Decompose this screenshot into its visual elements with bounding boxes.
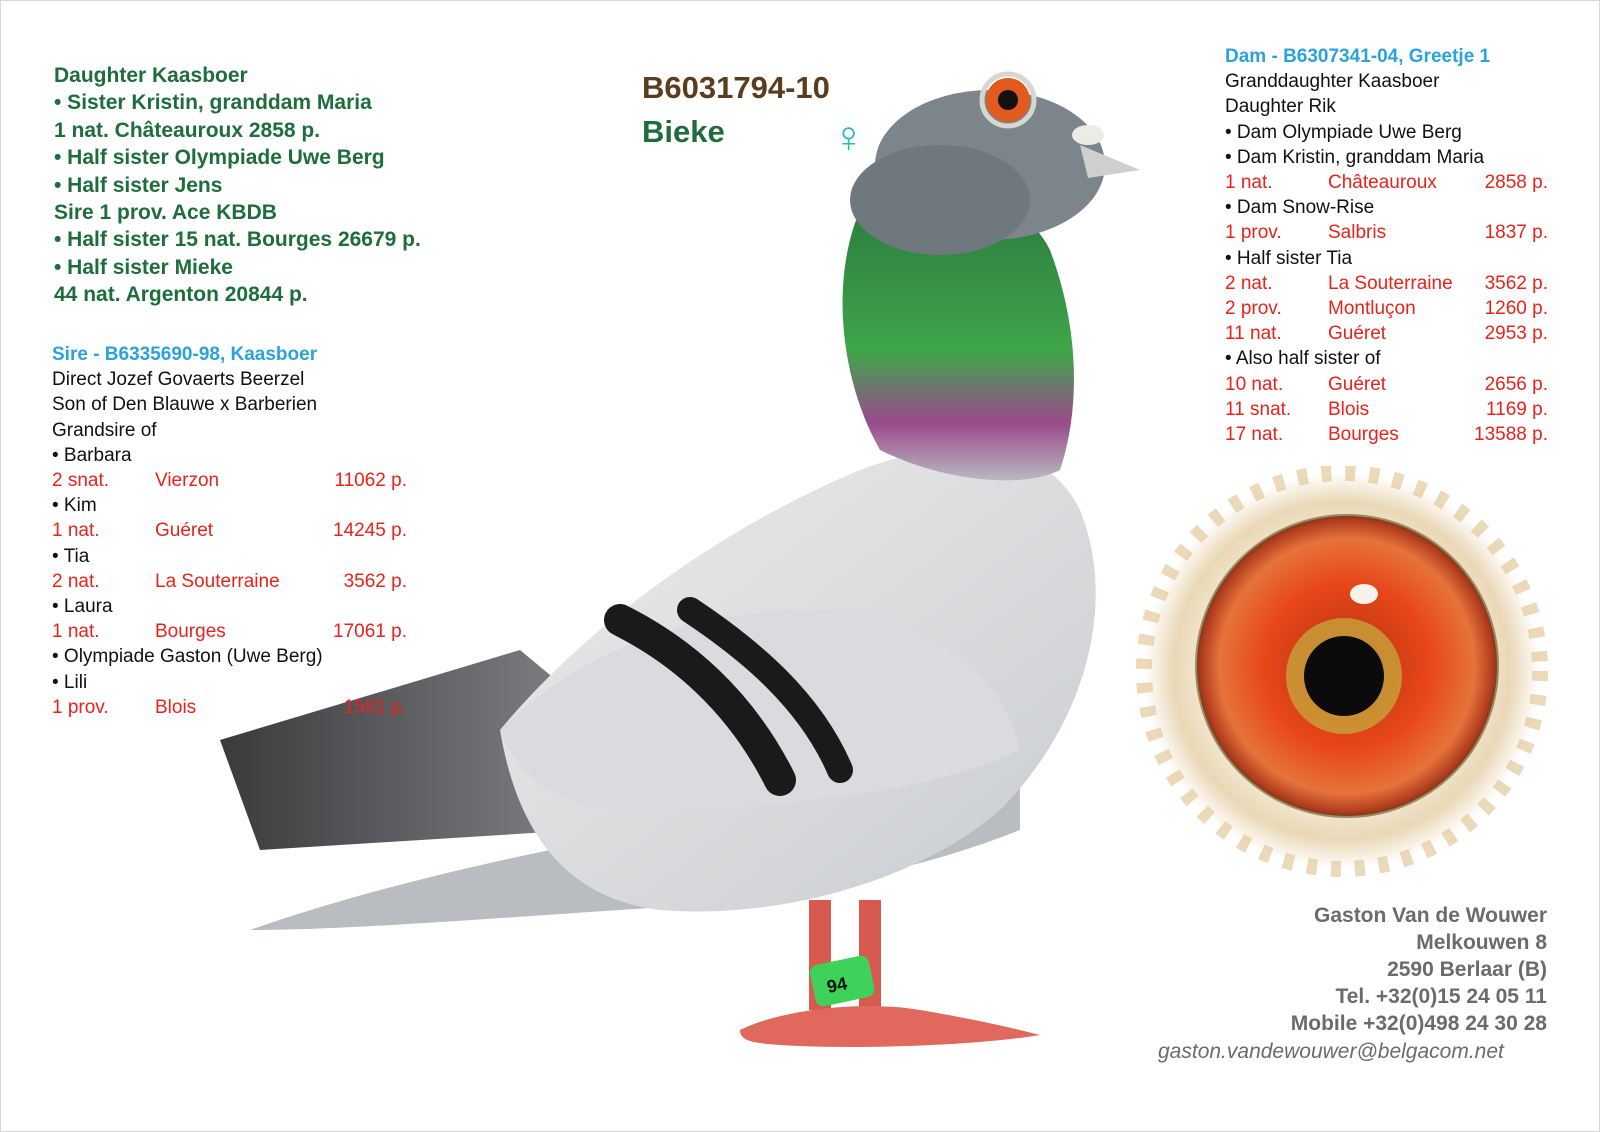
result-row: 11 snat. Blois 1169 p. xyxy=(1225,398,1548,420)
offspring-label: • Kim xyxy=(52,495,97,517)
intro-line: • Half sister Jens xyxy=(54,173,223,197)
result-row: 1 nat. Châteauroux 2858 p. xyxy=(1225,172,1548,194)
result-row: 1 prov. Salbris 1837 p. xyxy=(1225,222,1548,244)
result-row: 2 nat. La Souterraine 3562 p. xyxy=(1225,272,1548,294)
dam-line: • Dam Kristin, granddam Maria xyxy=(1225,146,1485,168)
dam-line: • Dam Olympiade Uwe Berg xyxy=(1225,121,1462,143)
dam-line: Daughter Rik xyxy=(1225,96,1336,118)
offspring-label: • Olympiade Gaston (Uwe Berg) xyxy=(52,646,323,668)
result-row: 1 prov. Blois 1581 p. xyxy=(52,696,407,718)
ring-number: B6031794-10 xyxy=(642,70,830,105)
offspring-label: • Barbara xyxy=(52,444,132,466)
dam-line: • Half sister Tia xyxy=(1225,247,1353,269)
intro-line: Daughter Kaasboer xyxy=(54,64,248,87)
result-row: 2 prov. Montluçon 1260 p. xyxy=(1225,297,1548,319)
email-link[interactable]: gaston.vandewouwer@belgacom.net xyxy=(1158,1040,1504,1063)
pigeon-name: Bieke xyxy=(642,114,725,149)
breeder-name: Gaston Van de Wouwer xyxy=(1314,904,1547,927)
result-row: 2 nat. La Souterraine 3562 p. xyxy=(52,570,407,592)
sire-line: Son of Den Blauwe x Barberien xyxy=(52,394,318,416)
result-row: 1 nat. Bourges 17061 p. xyxy=(52,621,407,643)
phone-number: Tel. +32(0)15 24 05 11 xyxy=(1335,985,1547,1008)
intro-line: • Sister Kristin, granddam Maria xyxy=(54,91,372,115)
result-row: 10 nat. Guéret 2656 p. xyxy=(1225,373,1548,395)
result-row: 11 nat. Guéret 2953 p. xyxy=(1225,323,1548,345)
leg-band-number: 94 xyxy=(825,973,849,998)
intro-line: Sire 1 prov. Ace KBDB xyxy=(54,201,277,225)
offspring-label: • Tia xyxy=(52,545,90,567)
intro-line: 44 nat. Argenton 20844 p. xyxy=(54,283,308,307)
intro-line: • Half sister Mieke xyxy=(54,255,233,279)
result-row: 2 snat. Vierzon 11062 p. xyxy=(52,470,407,492)
sire-line: Direct Jozef Govaerts Beerzel xyxy=(52,369,305,391)
sire-heading: Sire - B6335690-98, Kaasboer xyxy=(52,344,318,365)
address-street: Melkouwen 8 xyxy=(1416,931,1547,954)
offspring-label: • Lili xyxy=(52,671,88,693)
offspring-label: • Laura xyxy=(52,595,113,617)
result-row: 17 nat. Bourges 13588 p. xyxy=(1225,423,1548,445)
mobile-number: Mobile +32(0)498 24 30 28 xyxy=(1290,1012,1547,1035)
sire-block xyxy=(52,342,407,720)
intro-line: • Half sister 15 nat. Bourges 26679 p. xyxy=(54,228,421,252)
result-row: 1 nat. Guéret 14245 p. xyxy=(52,520,407,542)
dam-line: • Also half sister of xyxy=(1225,348,1381,370)
dam-heading: Dam - B6307341-04, Greetje 1 xyxy=(1225,46,1491,67)
eye-closeup-image xyxy=(1132,466,1572,886)
female-symbol-icon: ♀ xyxy=(832,113,865,162)
sire-line: Grandsire of xyxy=(52,419,157,441)
dam-line: • Dam Snow-Rise xyxy=(1225,197,1375,219)
intro-line: 1 nat. Châteauroux 2858 p. xyxy=(54,118,321,142)
address-city: 2590 Berlaar (B) xyxy=(1387,958,1547,981)
contact-block xyxy=(1291,902,1547,1037)
dam-block xyxy=(1225,44,1548,447)
dam-line: Granddaughter Kaasboer xyxy=(1225,71,1440,93)
intro-line: • Half sister Olympiade Uwe Berg xyxy=(54,146,385,170)
